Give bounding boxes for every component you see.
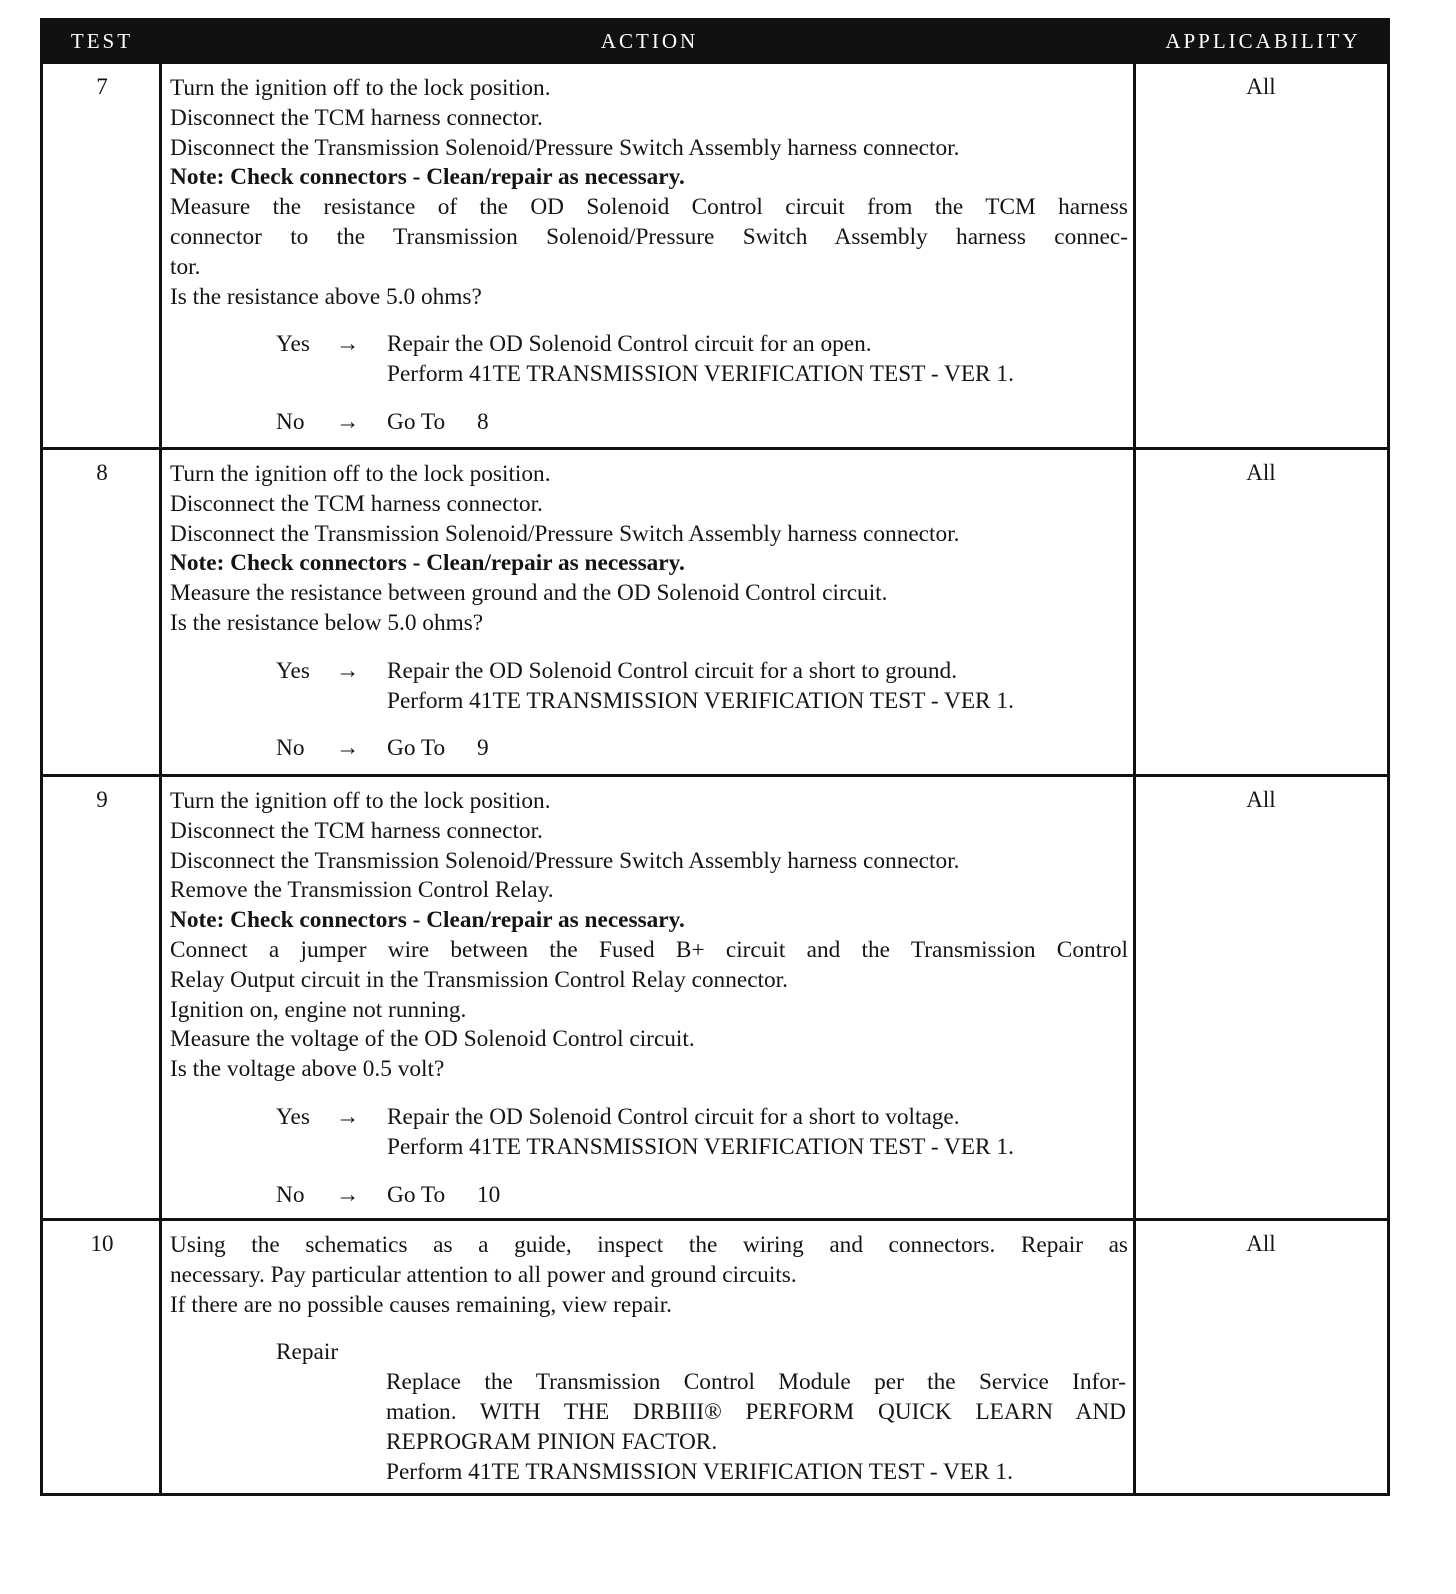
column-divider: [159, 450, 162, 774]
header-action: ACTION: [600, 29, 699, 53]
column-divider: [1133, 450, 1136, 774]
yes-action: Repair the OD Solenoid Control circuit for a short to voltage.: [387, 1103, 960, 1130]
go-to-number: 9: [477, 735, 489, 762]
action-cell: [170, 787, 1128, 1210]
action-line: Turn the ignition off to the lock position.: [170, 788, 551, 814]
table-row-test-7: [43, 61, 1387, 447]
go-to-label: Go To: [387, 735, 446, 762]
table-header: [43, 21, 1387, 61]
column-divider: [159, 1221, 162, 1493]
repair-line: REPROGRAM PINION FACTOR.: [386, 1428, 718, 1455]
action-line: tor.: [170, 253, 201, 280]
action-line: Disconnect the Transmission Solenoid/Pressure Switch Assembly harness connector.: [170, 520, 960, 547]
applicability-value: All: [1246, 787, 1276, 812]
arrow-right-icon: →: [336, 331, 360, 358]
applicability-value: All: [1246, 1231, 1276, 1256]
action-line: Measure the resistance between ground and the OD Solenoid Control circuit.: [170, 580, 888, 607]
yes-label: Yes: [276, 1103, 310, 1130]
no-label: No: [276, 735, 305, 762]
no-result: [170, 408, 1128, 438]
arrow-right-icon: →: [336, 657, 360, 684]
yes-action: Repair the OD Solenoid Control circuit for an open.: [387, 331, 872, 358]
action-line: Turn the ignition off to the lock position.: [170, 461, 551, 487]
action-line: Disconnect the Transmission Solenoid/Pressure Switch Assembly harness connector.: [170, 847, 960, 874]
table-row-test-10: [43, 1218, 1387, 1493]
yes-result: [170, 657, 1128, 687]
action-line: Disconnect the TCM harness connector.: [170, 104, 543, 131]
action-line: Is the resistance below 5.0 ohms?: [170, 609, 484, 636]
column-divider: [159, 777, 162, 1218]
test-number: 9: [96, 787, 108, 812]
no-result: [170, 734, 1128, 764]
no-label: No: [276, 1181, 305, 1208]
yes-label: Yes: [276, 657, 310, 684]
action-line: Relay Output circuit in the Transmission Control Relay connector.: [170, 966, 788, 993]
column-divider: [1133, 777, 1136, 1218]
action-line: Measure the voltage of the OD Solenoid Control circuit.: [170, 1026, 695, 1053]
yes-action-continued: Perform 41TE TRANSMISSION VERIFICATION TEST - VER 1.: [387, 1133, 1014, 1160]
action-line: necessary. Pay particular attention to all power and ground circuits.: [170, 1261, 797, 1288]
yes-label: Yes: [276, 331, 310, 358]
repair-result: [170, 1338, 1128, 1368]
arrow-right-icon: →: [336, 1103, 360, 1130]
action-line: Connect a jumper wire between the Fused B+ circuit and the Transmission Control: [170, 936, 1128, 963]
yes-result: [170, 1103, 1128, 1133]
yes-result: [170, 330, 1128, 360]
action-line: Is the resistance above 5.0 ohms?: [170, 283, 482, 310]
action-line: If there are no possible causes remaining, view repair.: [170, 1291, 672, 1318]
action-line: connector to the Transmission Solenoid/Pressure Switch Assembly harness connec-: [170, 223, 1128, 250]
action-line: Is the voltage above 0.5 volt?: [170, 1056, 445, 1083]
action-line: Turn the ignition off to the lock position.: [170, 75, 551, 101]
action-line: Ignition on, engine not running.: [170, 996, 467, 1023]
yes-action-continued: Perform 41TE TRANSMISSION VERIFICATION TEST - VER 1.: [387, 361, 1014, 388]
arrow-right-icon: →: [336, 1181, 360, 1208]
action-cell: [170, 1231, 1128, 1487]
note-line: Note: Check connectors - Clean/repair as necessary.: [170, 550, 685, 577]
yes-action-continued: Perform 41TE TRANSMISSION VERIFICATION TEST - VER 1.: [387, 687, 1014, 714]
action-line: Disconnect the TCM harness connector.: [170, 490, 543, 517]
header-applicability: APPLICABILITY: [1165, 29, 1361, 53]
repair-line: Perform 41TE TRANSMISSION VERIFICATION TEST - VER 1.: [386, 1458, 1013, 1485]
note-line: Note: Check connectors - Clean/repair as necessary.: [170, 907, 685, 934]
repair-label: Repair: [276, 1339, 339, 1366]
applicability-value: All: [1246, 74, 1276, 99]
column-divider: [159, 64, 162, 447]
action-line: Disconnect the TCM harness connector.: [170, 817, 543, 844]
go-to-label: Go To: [387, 1181, 446, 1208]
repair-line: Replace the Transmission Control Module per the Service Infor-: [386, 1369, 1126, 1396]
action-cell: [170, 74, 1128, 438]
yes-action: Repair the OD Solenoid Control circuit for a short to ground.: [387, 657, 958, 684]
arrow-right-icon: →: [336, 408, 360, 435]
action-line: Using the schematics as a guide, inspect the wiring and connectors. Repair as: [170, 1232, 1128, 1258]
note-line: Note: Check connectors - Clean/repair as necessary.: [170, 164, 685, 191]
test-number: 10: [90, 1231, 114, 1256]
repair-line: mation. WITH THE DRBIII® PERFORM QUICK LEARN AND: [386, 1398, 1126, 1425]
applicability-value: All: [1246, 460, 1276, 485]
go-to-number: 8: [477, 408, 489, 435]
go-to-label: Go To: [387, 408, 446, 435]
no-label: No: [276, 408, 305, 435]
diagnostic-test-table: [40, 18, 1390, 1496]
action-line: Measure the resistance of the OD Solenoid Control circuit from the TCM harness: [170, 194, 1128, 221]
table-row-test-9: [43, 774, 1387, 1218]
table-row-test-8: [43, 447, 1387, 774]
no-result: [170, 1181, 1128, 1211]
test-number: 7: [96, 74, 108, 99]
column-divider: [1133, 1221, 1136, 1493]
column-divider: [1133, 64, 1136, 447]
repair-instructions: [170, 1368, 1126, 1487]
go-to-number: 10: [477, 1181, 501, 1208]
action-cell: [170, 460, 1128, 764]
action-line: Remove the Transmission Control Relay.: [170, 877, 554, 904]
header-test: TEST: [70, 29, 134, 53]
action-line: Disconnect the Transmission Solenoid/Pressure Switch Assembly harness connector.: [170, 134, 960, 161]
test-number: 8: [96, 460, 108, 485]
arrow-right-icon: →: [336, 735, 360, 762]
